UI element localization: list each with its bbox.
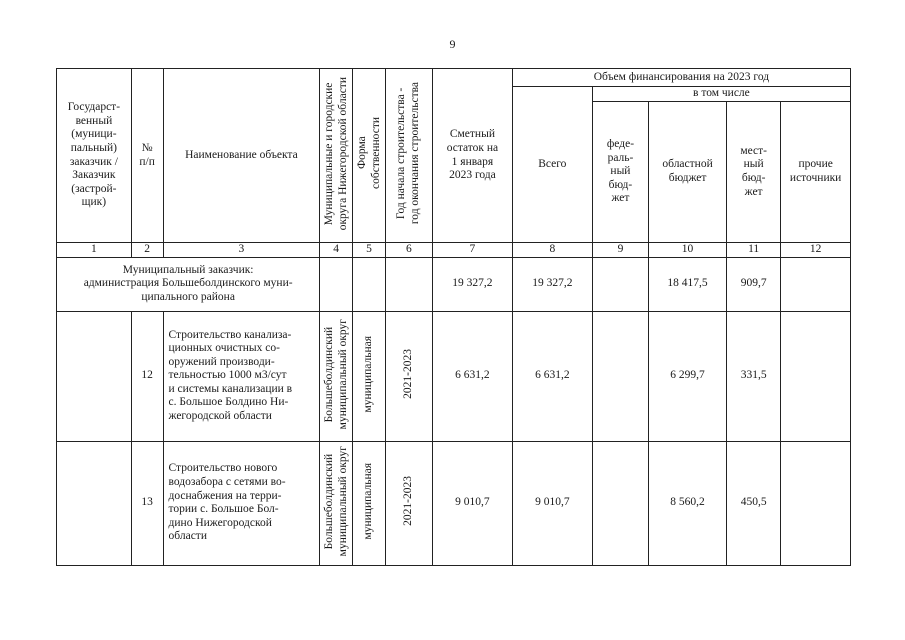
group-federal — [592, 257, 648, 311]
column-number: 3 — [163, 243, 320, 258]
row-ownership: муниципальная — [362, 462, 375, 540]
column-number: 7 — [432, 243, 512, 258]
row-object-name: Строительство нового водозабора с сетями во- доснабжения на терри- тории с. Большое Бол- дино Нижегородской области — [163, 441, 320, 565]
group-regional: 18 417,5 — [649, 257, 727, 311]
table-row — [57, 311, 851, 441]
column-number: 2 — [131, 243, 163, 258]
column-number: 10 — [649, 243, 727, 258]
row-customer — [57, 311, 132, 441]
row-local: 450,5 — [726, 441, 780, 565]
row-other — [781, 311, 851, 441]
row-ownership-cell — [353, 311, 386, 441]
row-years: 2021-2023 — [402, 475, 414, 526]
group-row — [57, 257, 851, 311]
row-local: 331,5 — [726, 311, 780, 441]
group-total: 19 327,2 — [512, 257, 592, 311]
row-ownership-cell — [353, 441, 386, 565]
header-local: мест- ный бюд- жет — [726, 102, 780, 243]
header-ownership-cell — [353, 69, 386, 243]
column-number: 5 — [353, 243, 386, 258]
header-federal: феде- раль- ный бюд- жет — [592, 102, 648, 243]
row-ownership: муниципальная — [362, 335, 375, 413]
group-estimate: 19 327,2 — [432, 257, 512, 311]
header-object-name: Наименование объекта — [163, 69, 320, 243]
row-total: 6 631,2 — [512, 311, 592, 441]
row-total: 9 010,7 — [512, 441, 592, 565]
group-other — [781, 257, 851, 311]
group-label: Муниципальный заказчик: администрация Большеболдинского муни- ципального района — [57, 257, 320, 311]
row-other — [781, 441, 851, 565]
header-row-1 — [57, 69, 851, 87]
header-years-cell — [385, 69, 432, 243]
header-regional: областной бюджет — [649, 102, 727, 243]
header-ownership: Форма собственности — [356, 117, 382, 190]
row-years: 2021-2023 — [402, 348, 414, 399]
column-number: 12 — [781, 243, 851, 258]
column-number: 8 — [512, 243, 592, 258]
page-number: 9 — [449, 37, 456, 51]
row-years-cell — [385, 311, 432, 441]
row-object-name: Строительство канализа- ционных очистных со- оружений производи- тельностью 1000 м3/сут и системы канализации в с. Большое Болдино Ни- жегородской области — [163, 311, 320, 441]
row-district-cell — [320, 311, 353, 441]
group-district — [320, 257, 353, 311]
column-number: 4 — [320, 243, 353, 258]
row-regional: 6 299,7 — [649, 311, 727, 441]
header-customer: Государст- венный (муници- пальный) заказчик / Заказчик (застрой- щик) — [57, 69, 132, 243]
header-estimate: Сметный остаток на 1 января 2023 года — [432, 69, 512, 243]
row-estimate: 9 010,7 — [432, 441, 512, 565]
header-other: прочие источники — [781, 102, 851, 243]
header-districts: Муниципальные и городские округа Нижегородской области — [323, 76, 350, 230]
group-years — [385, 257, 432, 311]
column-number-row — [57, 243, 851, 258]
row-customer — [57, 441, 132, 565]
header-districts-cell — [320, 69, 353, 243]
header-including: в том числе — [592, 87, 850, 102]
header-total: Всего — [512, 87, 592, 243]
row-district-cell — [320, 441, 353, 565]
column-number: 11 — [726, 243, 780, 258]
column-number: 1 — [57, 243, 132, 258]
row-district: Большеболдинский муниципальный округ — [323, 445, 350, 556]
financing-table — [56, 68, 851, 566]
header-num: № п/п — [131, 69, 163, 243]
header-financing: Объем финансирования на 2023 год — [512, 69, 850, 87]
row-num: 12 — [131, 311, 163, 441]
row-years-cell — [385, 441, 432, 565]
group-ownership — [353, 257, 386, 311]
row-num: 13 — [131, 441, 163, 565]
row-federal — [592, 441, 648, 565]
row-regional: 8 560,2 — [649, 441, 727, 565]
column-number: 9 — [592, 243, 648, 258]
row-federal — [592, 311, 648, 441]
row-estimate: 6 631,2 — [432, 311, 512, 441]
row-district: Большеболдинский муниципальный округ — [323, 318, 350, 429]
group-local: 909,7 — [726, 257, 780, 311]
header-years: Год начала строительства - год окончания строительства — [395, 82, 421, 225]
column-number: 6 — [385, 243, 432, 258]
table-row — [57, 441, 851, 565]
